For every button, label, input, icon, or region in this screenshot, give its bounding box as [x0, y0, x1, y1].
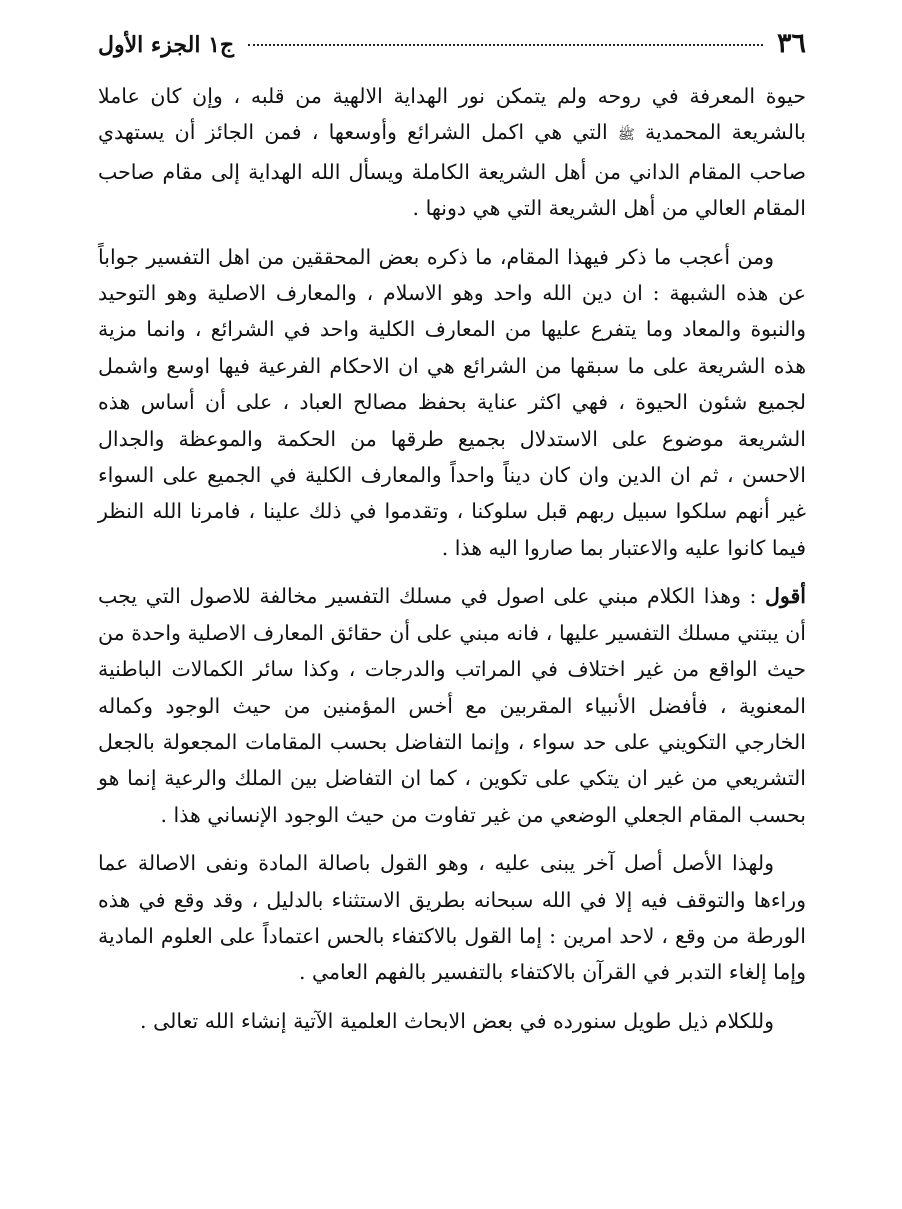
paragraph-1-text: التي هي اكمل الشرائع وأوسعها ، فمن الجائز أن يستهدي صاحب المقام الداني من أهل الشريعة الكاملة ويسأل الله الهداية إلى مقام صاحب المقام العالي من أهل الشريعة التي هي دونها . [98, 120, 806, 221]
header-dotted-rule [248, 44, 763, 46]
paragraph-4-text: ولهذا الأصل أصل آخر يبنى عليه ، وهو القول باصالة المادة ونفى الاصالة عما وراءها والتوقف فيه إلا في الله سبحانه بطريق الاستثناء بالدليل ، وقد وقع في هذه الورطة من وقع ، لاحد امرين : إما القول بالاكتفاء بالحس اعتماداً على العلوم المادية وإما إلغاء التدبر في القرآن بالاكتفاء بالتفسير بالفهم العامي . [98, 851, 806, 985]
paragraph-1-text-start: حيوة المعرفة في روحه ولم يتمكن نور الهداية الالهية من قلبه ، وإن كان عاملا بالشريعة المحمدية [98, 84, 806, 145]
paragraph-3-text: : وهذا الكلام مبني على اصول في مسلك التفسير مخالفة للاصول التي يجب أن يبتني مسلك التفسير عليها ، فانه مبني على أن حقائق المعارف الاصلية واحدة من حيث الواقع من غير اختلاف في المراتب والدرجات ، وكذا سائر الكمالات الباطنية المعنوية ، فأفضل الأنبياء المقربين مع أخس المؤمنين من حيث الوجود وكماله الخارجي التكويني على حد سواء ، وإنما التفاضل بحسب المقامات المجعولة بالجعل التشريعي من غير ان يتكي على تكوين ، كما ان التفاضل بين الملك والرعية إنما هو بحسب المقام الجعلي الوضعي من غير تفاوت من حيث الوجود الإنساني هذا . [98, 584, 806, 827]
running-title: ج١ الجزء الأول [98, 32, 235, 58]
salutation-glyph: ﷺ [617, 127, 635, 144]
paragraph-2 [98, 239, 806, 567]
page-body [98, 78, 806, 1039]
page-number: ٣٦ [776, 28, 806, 59]
paragraph-5-text: وللكلام ذيل طويل سنورده في بعض الابحاث العلمية الآتية إنشاء الله تعالى . [140, 1008, 774, 1033]
paragraph-5 [98, 1003, 806, 1039]
paragraph-3 [98, 578, 806, 833]
paragraph-3-lead: أقول [765, 584, 806, 609]
paragraph-4 [98, 845, 806, 991]
paragraph-1 [98, 78, 806, 227]
paragraph-2-text: ومن أعجب ما ذكر فيهذا المقام، ما ذكره بعض المحققين من اهل التفسير جواباً عن هذه الشبهة : ان دين الله واحد وهو الاسلام ، والمعارف الاصلية وهو التوحيد والنبوة والمعاد وما يتفرع عليها من المعارف الكلية واحد في الشرائع ، وانما مزية هذه الشريعة على ما سبقها من الشرائع هي ان الاحكام الفرعية فيها اوسع واشمل لجميع شئون الحيوة ، فهي اكثر عناية بحفظ مصالح العباد ، على أن أساس هذه الشريعة موضوع على الاستدلال بجميع طرقها من الحكمة والموعظة والجدال الاحسن ، ثم ان الدين وان كان ديناً واحداً والمعارف الكلية في الجميع على السواء غير أنهم سلكوا سبيل ربهم قبل سلوكنا ، وتقدموا في ذلك علينا ، فامرنا الله النظر فيما كانوا عليه والاعتبار بما صاروا اليه هذا . [98, 244, 806, 560]
page-header [98, 28, 806, 72]
